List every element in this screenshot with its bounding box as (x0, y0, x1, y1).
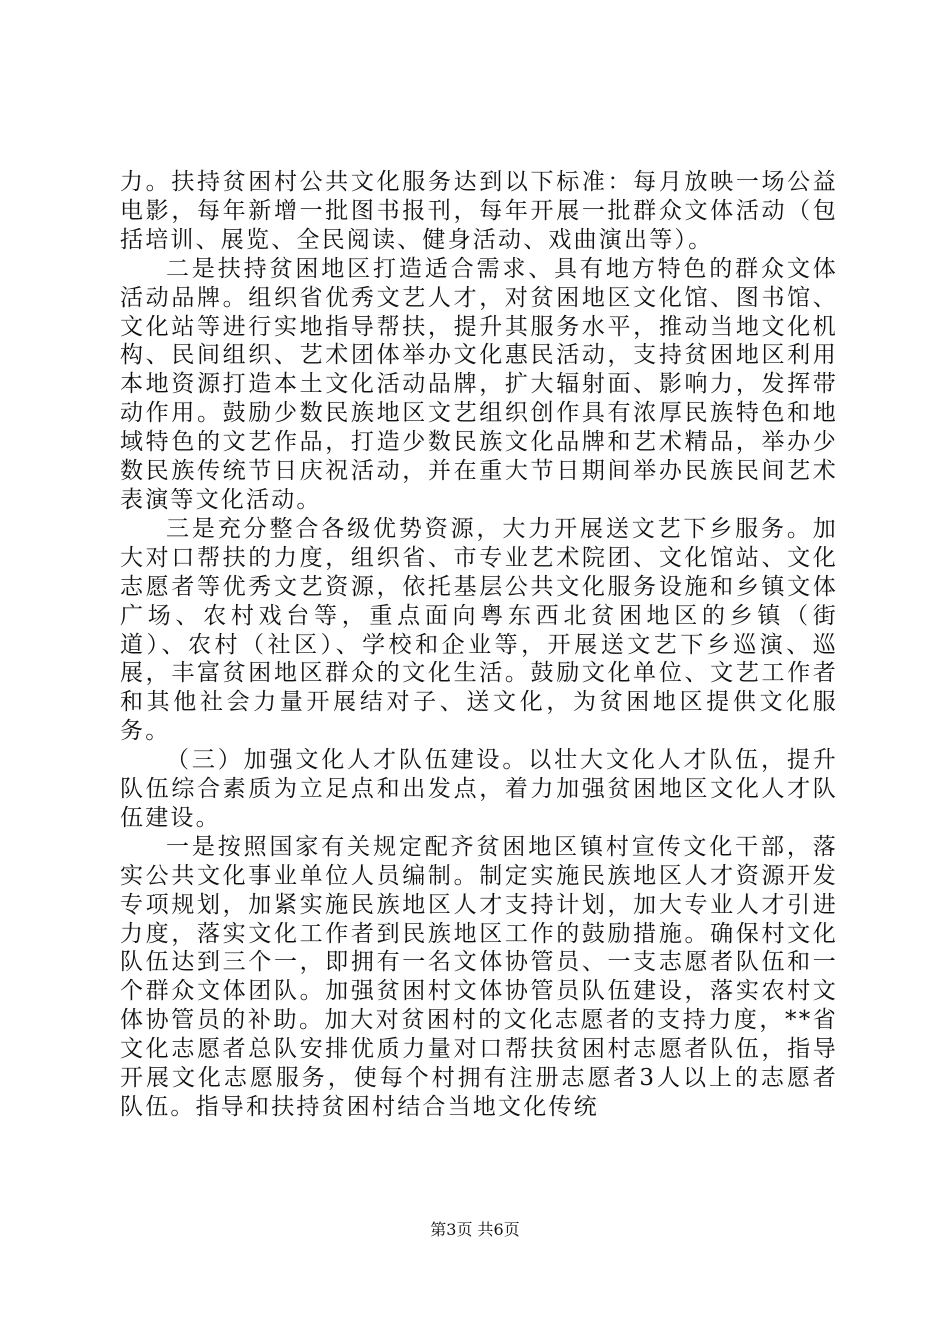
section-heading-3: （三）加强文化人才队伍建设。以壮大文化人才队伍，提升队伍综合素质为立足点和出发点，着力加强贫困地区文化人才队伍建设。 (120, 747, 838, 831)
paragraph-continuation: 力。扶持贫困村公共文化服务达到以下标准：每月放映一场公益电影，每年新增一批图书报刊，每年开展一批群众文体活动（包括培训、展览、全民阅读、健身活动、戏曲演出等）。 (120, 169, 838, 253)
page-number-footer: 第3页 共6页 (430, 1220, 520, 1239)
paragraph-item-1: 一是按照国家有关规定配齐贫困地区镇村宣传文化干部，落实公共文化事业单位人员编制。制定实施民族地区人才资源开发专项规划，加紧实施民族地区人才支持计划，加大专业人才引进力度，落实文化工作者到民族地区工作的鼓励措施。确保村文化队伍达到三个一，即拥有一名文体协管员、一支志愿者队伍和一个群众文体团队。加强贫困村文体协管员队伍建设，落实农村文体协管员的补助。加大对贫困村的文化志愿者的支持力度，**省文化志愿者总队安排优质力量对口帮扶贫困村志愿者队伍，指导开展文化志愿服务，使每个村拥有注册志愿者3人以上的志愿者队伍。指导和扶持贫困村结合当地文化传统 (120, 833, 838, 1120)
paragraph-item-3: 三是充分整合各级优势资源，大力开展送文艺下乡服务。加大对口帮扶的力度，组织省、市专业艺术院团、文化馆站、文化志愿者等优秀文艺资源，依托基层公共文化服务设施和乡镇文体广场、农村戏台等，重点面向粤东西北贫困地区的乡镇（街道）、农村（社区）、学校和企业等，开展送文艺下乡巡演、巡展，丰富贫困地区群众的文化生活。鼓励文化单位、文艺工作者和其他社会力量开展结对子、送文化，为贫困地区提供文化服务。 (120, 515, 838, 745)
paragraph-item-2: 二是扶持贫困地区打造适合需求、具有地方特色的群众文体活动品牌。组织省优秀文艺人才，对贫困地区文化馆、图书馆、文化站等进行实地指导帮扶，提升其服务水平，推动当地文化机构、民间组织、艺术团体举办文化惠民活动，支持贫困地区利用本地资源打造本土文化活动品牌，扩大辐射面、影响力，发挥带动作用。鼓励少数民族地区文艺组织创作具有浓厚民族特色和地域特色的文艺作品，打造少数民族文化品牌和艺术精品，举办少数民族传统节日庆祝活动，并在重大节日期间举办民族民间艺术表演等文化活动。 (120, 255, 838, 513)
document-body (120, 168, 838, 1122)
